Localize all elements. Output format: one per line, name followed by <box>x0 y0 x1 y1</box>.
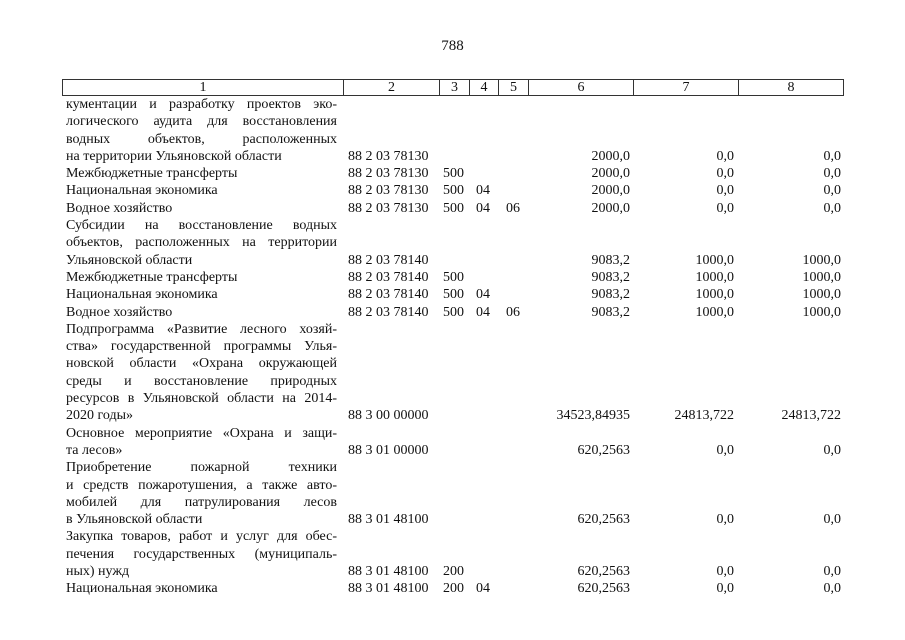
header-cell-7: 7 <box>634 80 739 95</box>
amount-col-7: 0,0 <box>716 148 734 164</box>
amount-col-7: 0,0 <box>716 442 734 458</box>
description-line: Межбюджетные трансферты <box>66 166 238 182</box>
description-line: Подпрограмма «Развитие лесного хозяй- <box>66 321 337 337</box>
expense-type-code: 500 <box>443 200 464 216</box>
amount-col-8: 24813,722 <box>781 408 841 424</box>
description-line: логического аудита для восстановления <box>66 114 337 130</box>
amount-col-6: 620,2563 <box>577 581 630 597</box>
header-cell-4: 4 <box>470 80 499 95</box>
amount-col-8: 0,0 <box>823 148 841 164</box>
description-line: объектов, расположенных на территории <box>66 235 337 251</box>
description-line: печения государственных (муниципаль- <box>66 546 337 562</box>
row-description <box>66 286 337 303</box>
amount-col-8: 1000,0 <box>802 287 841 303</box>
expense-type-code: 500 <box>443 269 464 285</box>
description-line: ресурсов в Ульяновской области на 2014- <box>66 391 337 407</box>
amount-col-7: 1000,0 <box>695 252 734 268</box>
amount-col-8: 0,0 <box>823 512 841 528</box>
expense-type-code: 500 <box>443 183 464 199</box>
table-row <box>66 459 846 528</box>
description-line: водных объектов, расположенных <box>66 131 337 147</box>
amount-col-8: 0,0 <box>823 200 841 216</box>
budget-code: 88 2 03 78140 <box>348 304 429 320</box>
table-row <box>66 96 846 165</box>
budget-code: 88 2 03 78130 <box>348 183 429 199</box>
row-description <box>66 304 337 321</box>
row-description <box>66 528 337 580</box>
amount-col-7: 0,0 <box>716 564 734 580</box>
budget-code: 88 2 03 78130 <box>348 148 429 164</box>
amount-col-8: 0,0 <box>823 183 841 199</box>
description-line: ства» государственной программы Улья- <box>66 339 337 355</box>
section-code: 04 <box>476 287 490 303</box>
budget-code: 88 2 03 78140 <box>348 269 429 285</box>
description-line: Ульяновской области <box>66 252 193 268</box>
description-line: Водное хозяйство <box>66 304 173 320</box>
header-cell-2: 2 <box>344 80 440 95</box>
header-cell-3: 3 <box>440 80 470 95</box>
table-body <box>66 96 846 598</box>
row-description <box>66 269 337 286</box>
description-line: Закупка товаров, работ и услуг для обес- <box>66 529 337 545</box>
table-row <box>66 200 846 217</box>
description-line: в Ульяновской области <box>66 512 203 528</box>
description-line: ных) нужд <box>66 564 130 580</box>
amount-col-8: 1000,0 <box>802 252 841 268</box>
amount-col-6: 2000,0 <box>591 200 630 216</box>
header-cell-1: 1 <box>63 80 344 95</box>
section-code: 04 <box>476 304 490 320</box>
expense-type-code: 500 <box>443 166 464 182</box>
description-line: среды и восстановление природных <box>66 373 337 389</box>
row-description <box>66 321 337 425</box>
budget-code: 88 3 01 48100 <box>348 581 429 597</box>
row-description <box>66 200 337 217</box>
description-line: Национальная экономика <box>66 581 218 597</box>
row-description <box>66 459 337 528</box>
amount-col-8: 0,0 <box>823 442 841 458</box>
amount-col-7: 1000,0 <box>695 269 734 285</box>
table-row <box>66 528 846 580</box>
amount-col-8: 0,0 <box>823 581 841 597</box>
amount-col-6: 620,2563 <box>577 442 630 458</box>
row-description <box>66 182 337 199</box>
description-line: на территории Ульяновской области <box>66 148 282 164</box>
amount-col-6: 2000,0 <box>591 148 630 164</box>
amount-col-6: 2000,0 <box>591 166 630 182</box>
section-code: 04 <box>476 183 490 199</box>
table-row <box>66 580 846 597</box>
description-line: мобилей для патрулирования лесов <box>66 494 337 510</box>
section-code: 04 <box>476 581 490 597</box>
table-row <box>66 165 846 182</box>
description-line: Приобретение пожарной техники <box>66 460 337 476</box>
table-row <box>66 286 846 303</box>
header-cell-6: 6 <box>529 80 634 95</box>
expense-type-code: 500 <box>443 304 464 320</box>
description-line: Межбюджетные трансферты <box>66 269 238 285</box>
table-row <box>66 182 846 199</box>
description-line: 2020 годы» <box>66 408 134 424</box>
description-line: та лесов» <box>66 442 123 458</box>
budget-code: 88 3 01 48100 <box>348 512 429 528</box>
budget-code: 88 2 03 78130 <box>348 166 429 182</box>
description-line: Национальная экономика <box>66 183 218 199</box>
amount-col-7: 0,0 <box>716 183 734 199</box>
description-line: Национальная экономика <box>66 287 218 303</box>
page-number: 788 <box>441 38 464 54</box>
amount-col-8: 0,0 <box>823 564 841 580</box>
table-row <box>66 321 846 425</box>
expense-type-code: 500 <box>443 287 464 303</box>
description-line: кументации и разработку проектов эко- <box>66 97 337 112</box>
row-description <box>66 96 337 165</box>
amount-col-7: 0,0 <box>716 581 734 597</box>
amount-col-8: 1000,0 <box>802 304 841 320</box>
row-description <box>66 425 337 460</box>
amount-col-8: 0,0 <box>823 166 841 182</box>
budget-code: 88 2 03 78130 <box>348 200 429 216</box>
table-row <box>66 269 846 286</box>
header-cell-5: 5 <box>499 80 529 95</box>
subsection-code: 06 <box>506 200 520 216</box>
amount-col-6: 9083,2 <box>591 252 630 268</box>
budget-code: 88 3 01 48100 <box>348 564 429 580</box>
budget-code: 88 2 03 78140 <box>348 287 429 303</box>
amount-col-7: 1000,0 <box>695 287 734 303</box>
amount-col-8: 1000,0 <box>802 269 841 285</box>
table-row <box>66 425 846 460</box>
budget-code: 88 3 00 00000 <box>348 408 429 424</box>
amount-col-6: 9083,2 <box>591 269 630 285</box>
amount-col-6: 34523,84935 <box>556 408 630 424</box>
amount-col-6: 2000,0 <box>591 183 630 199</box>
amount-col-7: 0,0 <box>716 512 734 528</box>
description-line: новской области «Охрана окружающей <box>66 356 337 372</box>
subsection-code: 06 <box>506 304 520 320</box>
description-line: Основное мероприятие «Охрана и защи- <box>66 425 337 441</box>
expense-type-code: 200 <box>443 564 464 580</box>
table-row <box>66 304 846 321</box>
description-line: и средств пожаротушения, а также авто- <box>66 477 337 493</box>
amount-col-7: 0,0 <box>716 166 734 182</box>
budget-code: 88 3 01 00000 <box>348 442 429 458</box>
header-cell-8: 8 <box>787 80 795 95</box>
budget-code: 88 2 03 78140 <box>348 252 429 268</box>
description-line: Водное хозяйство <box>66 200 173 216</box>
table-header-row <box>62 79 844 96</box>
amount-col-6: 620,2563 <box>577 512 630 528</box>
expense-type-code: 200 <box>443 581 464 597</box>
section-code: 04 <box>476 200 490 216</box>
description-line: Субсидии на восстановление водных <box>66 218 337 234</box>
row-description <box>66 217 337 269</box>
row-description <box>66 165 337 182</box>
amount-col-6: 620,2563 <box>577 564 630 580</box>
amount-col-7: 0,0 <box>716 200 734 216</box>
amount-col-7: 24813,722 <box>674 408 734 424</box>
amount-col-6: 9083,2 <box>591 304 630 320</box>
table-row <box>66 217 846 269</box>
row-description <box>66 580 337 597</box>
amount-col-6: 9083,2 <box>591 287 630 303</box>
amount-col-7: 1000,0 <box>695 304 734 320</box>
